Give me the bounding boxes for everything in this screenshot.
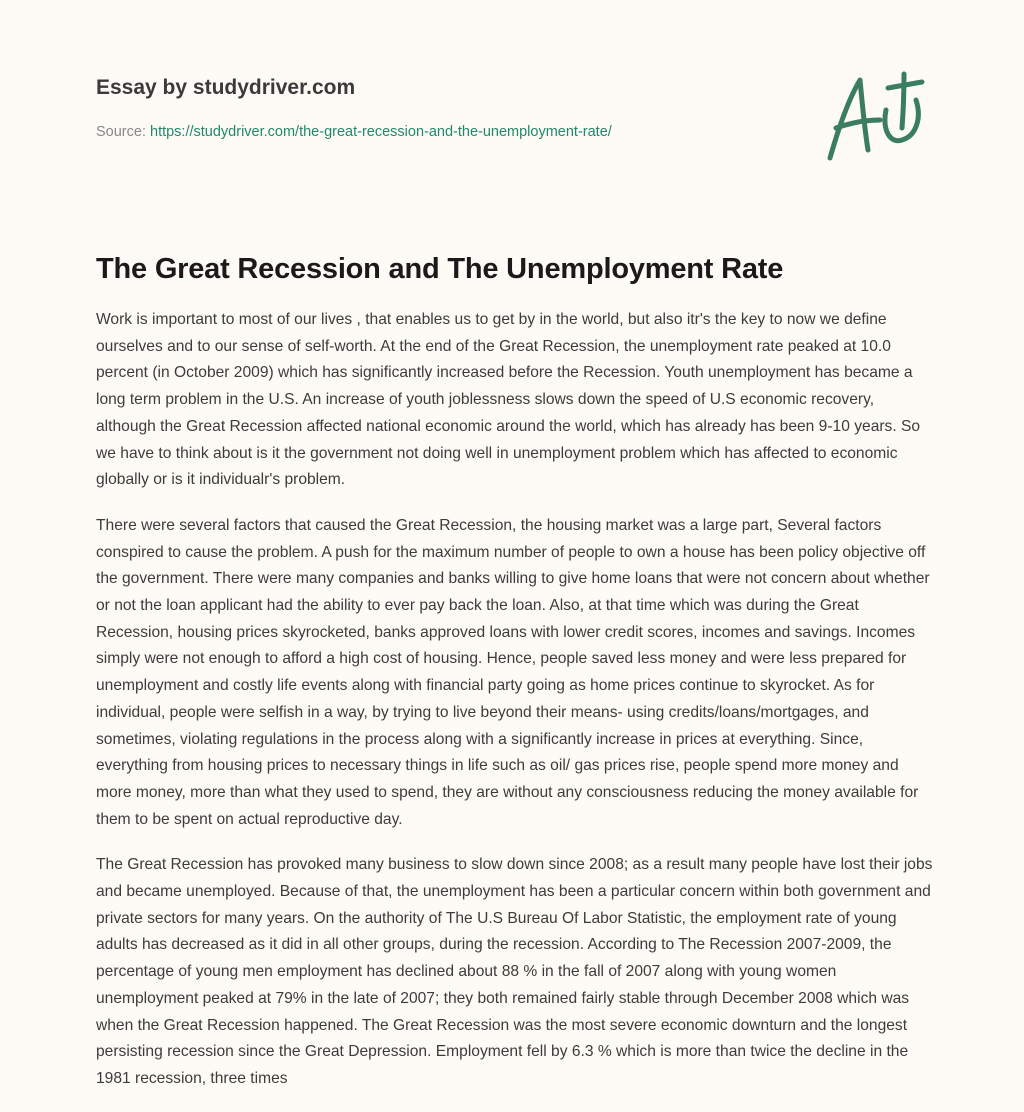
article-body [96, 307, 936, 1112]
source-link[interactable]: https://studydriver.com/the-great-recession-and-the-unemployment-rate/ [150, 124, 612, 140]
paragraph: The Great Recession has provoked many business to slow down since 2008; as a result many people have lost their jobs and became unemployed. Because of that, the unemployment has been a particular concern within both government and private sectors for many years. On the authority of The U.S Bureau Of Labor Statistic, the employment rate of young adults has decreased as it did in all other groups, during the recession. According to The Recession 2007-2009, the percentage of young men employment has declined about 88 % in the fall of 2007 along with young women unemployment peaked at 79% in the late of 2007; they both remained fairly stable through December 2008 which was when the Great Recession happened. The Great Recession was the most severe economic downturn and the longest persisting recession since the Great Depression. Employment fell by 6.3 % which is more than twice the decline in the 1981 recession, three times [96, 856, 933, 1087]
paragraph: Work is important to most of our lives , that enables us to get by in the world, but also itr's the key to now we define ourselves and to our sense of self-worth. At the end of the Great Recession, the unemployment rate peaked at 10.0 percent (in October 2009) which has significantly increased before the Recession. Youth unemployment has became a long term problem in the U.S. An increase of youth joblessness slows down the speed of U.S economic recovery, although the Great Recession affected national economic around the world, which has already has been 9-10 years. So we have to think about is it the government not doing well in unemployment problem which has affected to economic globally or is it individualr's problem. [96, 311, 921, 489]
source-label: Source: [96, 124, 150, 140]
article-title: The Great Recession and The Unemployment Rate [96, 253, 784, 285]
source-line [96, 124, 612, 140]
site-brand: Essay by studydriver.com [96, 76, 356, 99]
a-plus-logo-icon [818, 70, 928, 165]
paragraph: There were several factors that caused the Great Recession, the housing market was a large part, Several factors conspired to cause the problem. A push for the maximum number of people to own a house has been policy objective off the government. There were many companies and banks willing to give home loans that were not concern about whether or not the loan applicant had the ability to ever pay back the loan. Also, at that time which was during the Great Recession, housing prices skyrocketed, banks approved loans with lower credit scores, incomes and savings. Incomes simply were not enough to afford a high cost of housing. Hence, people saved less money and were less prepared for unemployment and costly life events along with financial party going as home prices continue to skyrocket. As for individual, people were selfish in a way, by trying to live beyond their means- using credits/loans/mortgages, and sometimes, violating regulations in the process along with a significantly increase in prices at everything. Since, everything from housing prices to necessary things in life such as oil/ gas prices rise, people spend more money and more money, more than what they used to spend, they are without any consciousness reducing the money available for them to be spent on actual reproductive day. [96, 516, 930, 828]
